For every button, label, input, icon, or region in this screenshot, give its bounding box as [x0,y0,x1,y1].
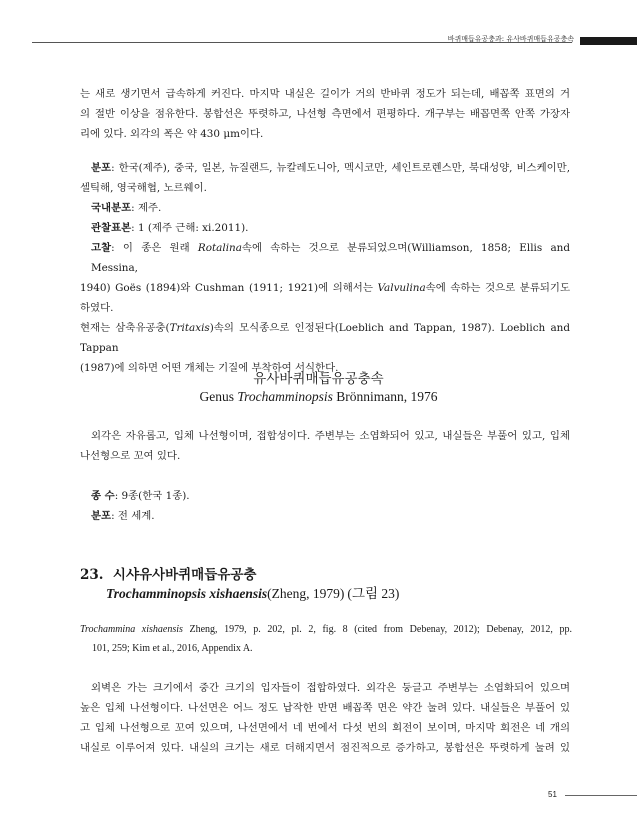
genus-heading-latin [0,389,637,405]
species-author: (Zheng, 1979) [267,586,345,601]
genus-facts [80,486,570,526]
text-line [80,620,572,639]
distribution-label: 분포 [91,162,112,174]
remarks-text: 1940) Goës (1894)와 Cushman (1911; 1921)에 의해서는 [80,282,378,294]
text-line [80,158,570,178]
genus-description [80,426,570,466]
domestic-value: : 제주. [131,202,162,214]
text-line: 의 절반 이상을 점유한다. 봉합선은 뚜렷하고, 나선형 측면에서 편평하다. 개구부는 배꼽면쪽 안쪽 가장자 [80,108,570,120]
species-scientific-line [106,582,399,602]
species-count-value: : 9종(한국 1종). [114,490,190,502]
figure-reference: (그림 23) [347,586,400,601]
synonymy [80,620,572,658]
genus-name: Tritaxis [169,322,210,334]
synonym-name: Trochammina xishaensis [80,624,183,635]
text-line [80,318,570,358]
species-description [80,678,570,758]
text-line: 나선형으로 꼬여 있다. [80,450,181,462]
text-line: 101, 259; Kim et al., 2016, Appendix A. [92,643,253,654]
text-line: 는 새로 생기면서 급속하게 커진다. 마지막 내실은 길이가 거의 반바퀴 정도가 되는데, 배꼽쪽 표면의 거 [80,88,570,100]
text-line: 외벽은 가는 크기에서 중간 크기의 입자들이 접합하였다. 외각은 둥글고 주변부는 소엽화되어 있으며 [91,682,570,694]
footer-rule [565,795,637,796]
genus-prefix: Genus [199,389,238,404]
text-line [80,218,570,238]
genus-distribution-value: : 전 세계. [111,510,155,522]
remarks-label: 고찰 [91,242,112,254]
text-line: 내실로 이루어져 있다. 내실의 크기는 새로 더해지면서 점진적으로 증가하고, 봉합선은 뚜렷하게 눌려 있 [80,742,570,754]
text-line: 높은 입체 나선형이다. 나선면은 어느 정도 납작한 반면 배꼽쪽 면은 약간 눌려 있다. 내실들은 부풀어 있 [80,702,570,714]
distribution-block [80,158,570,378]
species-heading [80,563,256,583]
header-bar [580,37,637,45]
genus-distribution-label: 분포 [91,510,112,522]
remarks-text: 속에 속하는 것으로 분류되기도 하였다. [80,282,570,314]
text-line: 고 입체 나선형으로 꼬여 있으며, 나선면에서 네 번에서 다섯 번의 회전이 보이며, 마지막 회전은 네 개의 [80,722,570,734]
text-line [80,238,570,278]
text-line [80,486,570,506]
remarks-text: 속에 속하는 것으로 분류되었으며(Williamson, 1858; Ellis and Messina, [91,242,570,274]
specimen-label: 관찰표본 [91,222,132,234]
page-number: 51 [548,790,557,799]
species-korean-name: 시샤유사바퀴매듭유공충 [112,567,257,583]
genus-name: Trochamminopsis [237,389,333,404]
domestic-label: 국내분포 [91,202,132,214]
genus-heading-korean: 유사바퀴매듭유공충속 [253,371,384,387]
species-scientific-name: Trochamminopsis xishaensis [106,586,268,601]
distribution-value: : 한국(제주), 중국, 일본, 뉴질랜드, 뉴칼레도니아, 멕시코만, 세인트로렌스만, 북대성양, 비스케이만, [111,162,570,174]
running-title: 바퀴매듭유공충과: 유사바퀴매듭유공충속 [447,35,574,43]
text-line [80,278,570,318]
text-line: 외각은 자유롭고, 입체 나선형이며, 접합성이다. 주변부는 소엽화되어 있고, 내실들은 부풀어 있고, 입체 [91,430,570,442]
synonym-citation: Zheng, 1979, p. 202, pl. 2, fig. 8 (cited from Debenay, 2012); Debenay, 2012, pp. [182,624,572,635]
remarks-text: 현재는 삼축유공충( [80,322,170,334]
text-line: 셀틱해, 영국해협, 노르웨이. [80,182,207,194]
remarks-text: : 이 종은 원래 [111,242,198,254]
genus-name: Rotalina [197,242,242,254]
genus-author: Brönnimann, 1976 [332,389,438,404]
species-count-label: 종 수 [91,490,115,502]
text-line: 리에 있다. 외각의 폭은 약 430 μm이다. [80,128,264,140]
intro-paragraph [80,84,570,144]
text-line [80,506,570,526]
text-line [80,198,570,218]
remarks-text: )속의 모식종으로 인정된다(Loeblich and Tappan, 1987). Loeblich and Tappan [80,322,570,354]
specimen-value: : 1 (제주 근해: xi.2011). [131,222,249,234]
text-line: (1987)에 의하면 어떤 개체는 기질에 부착하여 서식한다. [80,362,339,374]
genus-name: Valvulina [377,282,426,294]
species-number: 23. [80,567,104,583]
